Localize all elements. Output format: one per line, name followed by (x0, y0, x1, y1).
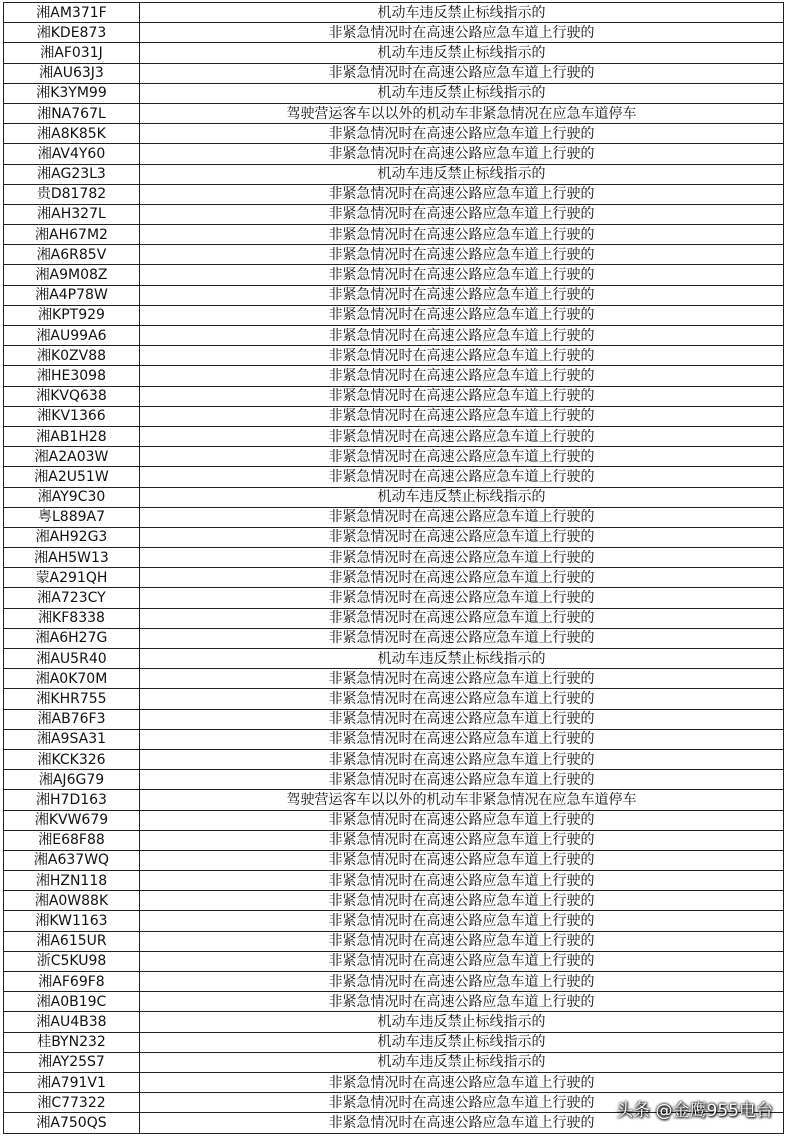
table-row (4, 548, 784, 568)
violation-table (3, 2, 784, 1134)
table-row (4, 285, 784, 305)
table-row (4, 931, 784, 951)
table-row (4, 1072, 784, 1092)
violation-reason-cell: 非紧急情况时在高速公路应急车道上行驶的 (140, 467, 784, 487)
plate-cell: 湘AU5R40 (4, 649, 140, 669)
plate-cell: 湘AM371F (4, 3, 140, 23)
violation-reason-cell: 机动车违反禁止标线指示的 (140, 43, 784, 63)
plate-cell: 湘NA767L (4, 103, 140, 123)
watermark: 头条 @金鹰955电台 (616, 1101, 773, 1121)
table-row (4, 669, 784, 689)
table-row (4, 144, 784, 164)
violation-reason-cell: 非紧急情况时在高速公路应急车道上行驶的 (140, 891, 784, 911)
table-row (4, 184, 784, 204)
violation-reason-cell: 非紧急情况时在高速公路应急车道上行驶的 (140, 972, 784, 992)
violation-reason-cell: 机动车违反禁止标线指示的 (140, 164, 784, 184)
plate-cell: 湘KVW679 (4, 810, 140, 830)
plate-cell: 湘C77322 (4, 1093, 140, 1113)
plate-cell: 湘A0K70M (4, 669, 140, 689)
violation-reason-cell: 非紧急情况时在高速公路应急车道上行驶的 (140, 871, 784, 891)
plate-cell: 湘KPT929 (4, 305, 140, 325)
table-row (4, 305, 784, 325)
plate-cell: 湘AV4Y60 (4, 144, 140, 164)
plate-cell: 湘AH92G3 (4, 527, 140, 547)
table-row (4, 164, 784, 184)
plate-cell: 湘E68F88 (4, 830, 140, 850)
violation-reason-cell: 非紧急情况时在高速公路应急车道上行驶的 (140, 1093, 784, 1113)
table-row (4, 850, 784, 870)
violation-reason-cell: 机动车违反禁止标线指示的 (140, 1012, 784, 1032)
table-row (4, 729, 784, 749)
violation-reason-cell: 非紧急情况时在高速公路应急车道上行驶的 (140, 346, 784, 366)
table-row (4, 386, 784, 406)
plate-cell: 湘KV1366 (4, 406, 140, 426)
violation-reason-cell: 非紧急情况时在高速公路应急车道上行驶的 (140, 366, 784, 386)
plate-cell: 湘A9SA31 (4, 729, 140, 749)
plate-cell: 湘AF69F8 (4, 972, 140, 992)
violation-reason-cell: 非紧急情况时在高速公路应急车道上行驶的 (140, 608, 784, 628)
table-row (4, 588, 784, 608)
plate-cell: 湘AF031J (4, 43, 140, 63)
violation-reason-cell: 机动车违反禁止标线指示的 (140, 649, 784, 669)
violation-reason-cell: 非紧急情况时在高速公路应急车道上行驶的 (140, 568, 784, 588)
plate-cell: 湘A8K85K (4, 124, 140, 144)
plate-cell: 湘AJ6G79 (4, 770, 140, 790)
plate-cell: 蒙A291QH (4, 568, 140, 588)
violation-reason-cell: 非紧急情况时在高速公路应急车道上行驶的 (140, 426, 784, 446)
violation-reason-cell: 非紧急情况时在高速公路应急车道上行驶的 (140, 265, 784, 285)
plate-cell: 湘HZN118 (4, 871, 140, 891)
table-row (4, 871, 784, 891)
violation-reason-cell: 非紧急情况时在高速公路应急车道上行驶的 (140, 124, 784, 144)
plate-cell: 湘A6H27G (4, 628, 140, 648)
table-row (4, 43, 784, 63)
table-row (4, 346, 784, 366)
plate-cell: 湘A9M08Z (4, 265, 140, 285)
plate-cell: 湘KF8338 (4, 608, 140, 628)
plate-cell: 湘A750QS (4, 1113, 140, 1133)
plate-cell: 湘AU99A6 (4, 326, 140, 346)
plate-cell: 湘KW1163 (4, 911, 140, 931)
plate-cell: 湘A2U51W (4, 467, 140, 487)
violation-reason-cell: 非紧急情况时在高速公路应急车道上行驶的 (140, 749, 784, 769)
violation-reason-cell: 非紧急情况时在高速公路应急车道上行驶的 (140, 709, 784, 729)
violation-reason-cell: 非紧急情况时在高速公路应急车道上行驶的 (140, 245, 784, 265)
table-row (4, 689, 784, 709)
table-row (4, 1012, 784, 1032)
violation-reason-cell: 非紧急情况时在高速公路应急车道上行驶的 (140, 204, 784, 224)
plate-cell: 湘AH67M2 (4, 225, 140, 245)
table-row (4, 204, 784, 224)
plate-cell: 湘A791V1 (4, 1072, 140, 1092)
violation-reason-cell: 非紧急情况时在高速公路应急车道上行驶的 (140, 850, 784, 870)
table-row (4, 527, 784, 547)
plate-cell: 湘A0W88K (4, 891, 140, 911)
violation-reason-cell: 非紧急情况时在高速公路应急车道上行驶的 (140, 23, 784, 43)
plate-cell: 湘KVQ638 (4, 386, 140, 406)
violation-reason-cell: 非紧急情况时在高速公路应急车道上行驶的 (140, 628, 784, 648)
plate-cell: 湘HE3098 (4, 366, 140, 386)
table-row (4, 487, 784, 507)
table-row (4, 911, 784, 931)
violation-reason-cell: 非紧急情况时在高速公路应急车道上行驶的 (140, 931, 784, 951)
violation-reason-cell: 非紧急情况时在高速公路应急车道上行驶的 (140, 225, 784, 245)
violation-reason-cell: 非紧急情况时在高速公路应急车道上行驶的 (140, 770, 784, 790)
violation-reason-cell: 非紧急情况时在高速公路应急车道上行驶的 (140, 184, 784, 204)
plate-cell: 湘K3YM99 (4, 83, 140, 103)
plate-cell: 桂BYN232 (4, 1032, 140, 1052)
plate-cell: 湘A723CY (4, 588, 140, 608)
table-row (4, 265, 784, 285)
table-row (4, 790, 784, 810)
plate-cell: 湘AU4B38 (4, 1012, 140, 1032)
plate-cell: 湘K0ZV88 (4, 346, 140, 366)
violation-reason-cell: 非紧急情况时在高速公路应急车道上行驶的 (140, 669, 784, 689)
table-row (4, 992, 784, 1012)
plate-cell: 湘A637WQ (4, 850, 140, 870)
violation-reason-cell: 非紧急情况时在高速公路应急车道上行驶的 (140, 507, 784, 527)
plate-cell: 湘AY25S7 (4, 1052, 140, 1072)
plate-cell: 湘AH327L (4, 204, 140, 224)
plate-cell: 湘A6R85V (4, 245, 140, 265)
violation-reason-cell: 机动车违反禁止标线指示的 (140, 3, 784, 23)
table-row (4, 891, 784, 911)
plate-cell: 湘AH5W13 (4, 548, 140, 568)
plate-cell: 湘A2A03W (4, 447, 140, 467)
violation-reason-cell: 非紧急情况时在高速公路应急车道上行驶的 (140, 144, 784, 164)
plate-cell: 粤L889A7 (4, 507, 140, 527)
table-row (4, 23, 784, 43)
plate-cell: 湘AG23L3 (4, 164, 140, 184)
table-row (4, 326, 784, 346)
violation-reason-cell: 非紧急情况时在高速公路应急车道上行驶的 (140, 548, 784, 568)
plate-cell: 湘KHR755 (4, 689, 140, 709)
table-row (4, 972, 784, 992)
plate-cell: 湘A4P78W (4, 285, 140, 305)
violation-reason-cell: 机动车违反禁止标线指示的 (140, 1032, 784, 1052)
violation-reason-cell: 非紧急情况时在高速公路应急车道上行驶的 (140, 992, 784, 1012)
table-row (4, 406, 784, 426)
plate-cell: 湘KDE873 (4, 23, 140, 43)
table-row (4, 749, 784, 769)
table-row (4, 63, 784, 83)
table-row (4, 649, 784, 669)
table-row (4, 83, 784, 103)
violation-reason-cell: 非紧急情况时在高速公路应急车道上行驶的 (140, 1113, 784, 1133)
violation-reason-cell: 非紧急情况时在高速公路应急车道上行驶的 (140, 951, 784, 971)
table-row (4, 366, 784, 386)
plate-cell: 贵D81782 (4, 184, 140, 204)
table-row (4, 507, 784, 527)
plate-cell: 浙C5KU98 (4, 951, 140, 971)
violation-reason-cell: 非紧急情况时在高速公路应急车道上行驶的 (140, 689, 784, 709)
violation-reason-cell: 非紧急情况时在高速公路应急车道上行驶的 (140, 305, 784, 325)
violation-reason-cell: 非紧急情况时在高速公路应急车道上行驶的 (140, 527, 784, 547)
table-row (4, 124, 784, 144)
table-row (4, 951, 784, 971)
table-row (4, 3, 784, 23)
table-row (4, 608, 784, 628)
violation-reason-cell: 机动车违反禁止标线指示的 (140, 83, 784, 103)
table-row (4, 709, 784, 729)
violation-reason-cell: 非紧急情况时在高速公路应急车道上行驶的 (140, 447, 784, 467)
plate-cell: 湘AU63J3 (4, 63, 140, 83)
table-row (4, 628, 784, 648)
table-row (4, 467, 784, 487)
violation-reason-cell: 非紧急情况时在高速公路应急车道上行驶的 (140, 588, 784, 608)
table-row (4, 810, 784, 830)
table-row (4, 568, 784, 588)
plate-cell: 湘A0B19C (4, 992, 140, 1012)
plate-cell: 湘AY9C30 (4, 487, 140, 507)
violation-reason-cell: 非紧急情况时在高速公路应急车道上行驶的 (140, 285, 784, 305)
violation-reason-cell: 驾驶营运客车以以外的机动车非紧急情况在应急车道停车 (140, 790, 784, 810)
violation-reason-cell: 非紧急情况时在高速公路应急车道上行驶的 (140, 406, 784, 426)
violation-reason-cell: 非紧急情况时在高速公路应急车道上行驶的 (140, 810, 784, 830)
violation-reason-cell: 非紧急情况时在高速公路应急车道上行驶的 (140, 1072, 784, 1092)
table-row (4, 447, 784, 467)
violation-reason-cell: 机动车违反禁止标线指示的 (140, 487, 784, 507)
violation-reason-cell: 非紧急情况时在高速公路应急车道上行驶的 (140, 911, 784, 931)
plate-cell: 湘AB76F3 (4, 709, 140, 729)
table-row (4, 103, 784, 123)
table-row (4, 1052, 784, 1072)
table-row (4, 225, 784, 245)
plate-cell: 湘H7D163 (4, 790, 140, 810)
violation-reason-cell: 非紧急情况时在高速公路应急车道上行驶的 (140, 386, 784, 406)
violation-reason-cell: 驾驶营运客车以以外的机动车非紧急情况在应急车道停车 (140, 103, 784, 123)
violation-reason-cell: 非紧急情况时在高速公路应急车道上行驶的 (140, 729, 784, 749)
table-row (4, 245, 784, 265)
violation-table-body (4, 3, 784, 1134)
violation-reason-cell: 非紧急情况时在高速公路应急车道上行驶的 (140, 63, 784, 83)
violation-reason-cell: 机动车违反禁止标线指示的 (140, 1052, 784, 1072)
table-row (4, 426, 784, 446)
table-row (4, 830, 784, 850)
plate-cell: 湘AB1H28 (4, 426, 140, 446)
violation-reason-cell: 非紧急情况时在高速公路应急车道上行驶的 (140, 326, 784, 346)
table-row (4, 770, 784, 790)
table-row (4, 1032, 784, 1052)
violation-reason-cell: 非紧急情况时在高速公路应急车道上行驶的 (140, 830, 784, 850)
plate-cell: 湘A615UR (4, 931, 140, 951)
plate-cell: 湘KCK326 (4, 749, 140, 769)
